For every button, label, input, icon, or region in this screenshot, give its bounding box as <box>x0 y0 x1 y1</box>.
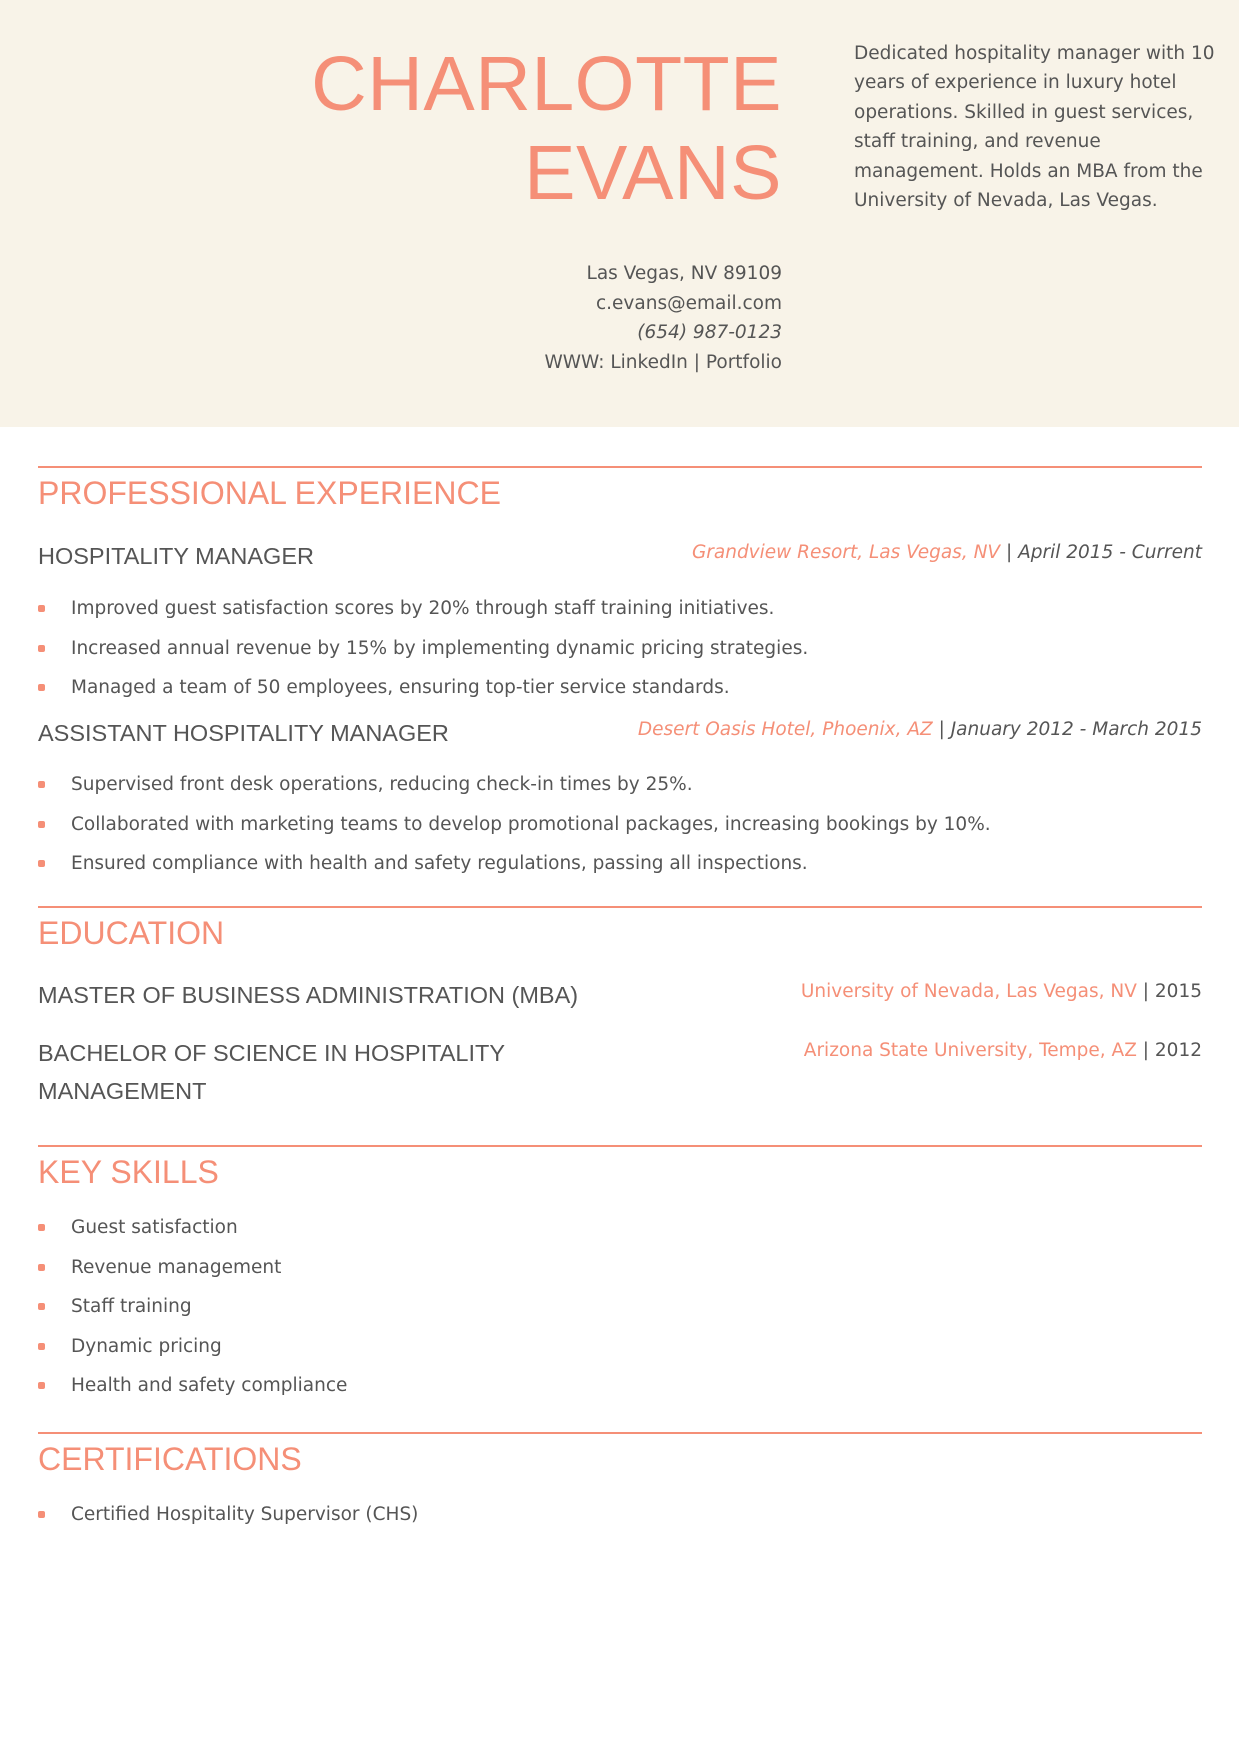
section-title: PROFESSIONAL EXPERIENCE <box>38 475 501 511</box>
skills-list <box>38 1213 347 1411</box>
degree-title <box>38 1034 505 1110</box>
contact-links[interactable]: WWW: LinkedIn | Portfolio <box>544 351 782 373</box>
degree-meta <box>801 978 1202 1006</box>
section-title: CERTIFICATIONS <box>38 1441 302 1477</box>
meta-separator: | <box>1005 542 1013 563</box>
job-title: ASSISTANT HOSPITALITY MANAGER <box>38 720 449 746</box>
list-item-text: Ensured compliance with health and safety regulations, passing all inspections. <box>71 853 808 875</box>
contact-location: Las Vegas, NV 89109 <box>586 263 782 284</box>
degree-title-line: MANAGEMENT <box>38 1078 207 1104</box>
job-bullets <box>38 594 808 713</box>
degree-school: Arizona State University, Tempe, AZ <box>803 1040 1137 1061</box>
list-item-text: Certified Hospitality Supervisor (CHS) <box>71 1504 419 1525</box>
list-item-text: Staff training <box>71 1296 192 1318</box>
list-item <box>38 1213 347 1253</box>
list-item <box>38 1292 347 1332</box>
list-item-text: Revenue management <box>71 1256 282 1278</box>
bullet-icon <box>38 1264 45 1271</box>
list-item <box>38 634 808 674</box>
list-item-text: Health and safety compliance <box>71 1375 348 1397</box>
contact-email[interactable]: c.evans@email.com <box>596 292 782 314</box>
job-bullets <box>38 770 991 889</box>
list-item-text: Guest satisfaction <box>71 1217 238 1238</box>
job-meta <box>692 539 1202 567</box>
job-title: HOSPITALITY MANAGER <box>38 543 314 569</box>
job-dates: January 2012 - March 2015 <box>950 719 1202 740</box>
profile-summary: Dedicated hospitality manager with 10 years of experience in luxury hotel operations. Skilled in guest services, staff training, and revenue management. Holds an MBA from the University of Nevada, Las Vegas. <box>854 43 1215 212</box>
bullet-icon <box>38 645 45 652</box>
list-item-text: Dynamic pricing <box>71 1335 222 1357</box>
bullet-icon <box>38 1224 45 1231</box>
section-title: EDUCATION <box>38 915 225 951</box>
degree-year: 2015 <box>1154 981 1202 1002</box>
contact-phone[interactable]: (654) 987-0123 <box>637 322 782 343</box>
bullet-icon <box>38 605 45 612</box>
name-last: EVANS <box>524 130 782 216</box>
list-item-text: Improved guest satisfaction scores by 20% through staff training initiatives. <box>71 598 775 619</box>
list-item <box>38 1253 347 1293</box>
list-item <box>38 770 991 810</box>
job-employer: Grandview Resort, Las Vegas, NV <box>691 542 1001 563</box>
meta-separator: | <box>938 719 945 740</box>
degree-meta <box>804 1037 1202 1065</box>
meta-separator: | <box>1142 1040 1150 1061</box>
resume-header <box>0 0 1239 427</box>
certifications-list <box>38 1500 418 1540</box>
name-first: CHARLOTTE <box>311 41 782 127</box>
degree-title-line: BACHELOR OF SCIENCE IN HOSPITALITY <box>38 1040 506 1066</box>
list-item <box>38 594 808 634</box>
list-item-text: Increased annual revenue by 15% by implementing dynamic pricing strategies. <box>71 637 809 659</box>
job-meta <box>638 716 1202 744</box>
bullet-icon <box>38 860 45 867</box>
bullet-icon <box>38 821 45 828</box>
list-item <box>38 1371 347 1411</box>
bullet-icon <box>38 1303 45 1310</box>
bullet-icon <box>38 684 45 691</box>
meta-separator: | <box>1142 981 1150 1002</box>
degree-school: University of Nevada, Las Vegas, NV <box>800 981 1137 1002</box>
list-item <box>38 673 808 713</box>
bullet-icon <box>38 1511 45 1518</box>
degree-title: MASTER OF BUSINESS ADMINISTRATION (MBA) <box>38 982 579 1008</box>
bullet-icon <box>38 781 45 788</box>
section-divider <box>38 1432 1202 1434</box>
list-item <box>38 810 991 850</box>
job-employer: Desert Oasis Hotel, Phoenix, AZ <box>637 719 933 740</box>
bullet-icon <box>38 1343 45 1350</box>
section-divider <box>38 1145 1202 1147</box>
section-divider <box>38 466 1202 468</box>
list-item-text: Collaborated with marketing teams to develop promotional packages, increasing bookings by 10%. <box>71 813 991 835</box>
list-item-text: Supervised front desk operations, reducing check-in times by 25%. <box>71 774 693 795</box>
candidate-name <box>311 40 782 218</box>
list-item-text: Managed a team of 50 employees, ensuring top-tier service standards. <box>71 677 730 699</box>
section-title: KEY SKILLS <box>38 1154 219 1190</box>
list-item <box>38 849 991 889</box>
contact-info <box>544 259 782 377</box>
job-dates: April 2015 - Current <box>1018 542 1202 563</box>
list-item <box>38 1500 418 1540</box>
list-item <box>38 1332 347 1372</box>
bullet-icon <box>38 1382 45 1389</box>
section-divider <box>38 906 1202 908</box>
degree-year: 2012 <box>1154 1040 1202 1061</box>
